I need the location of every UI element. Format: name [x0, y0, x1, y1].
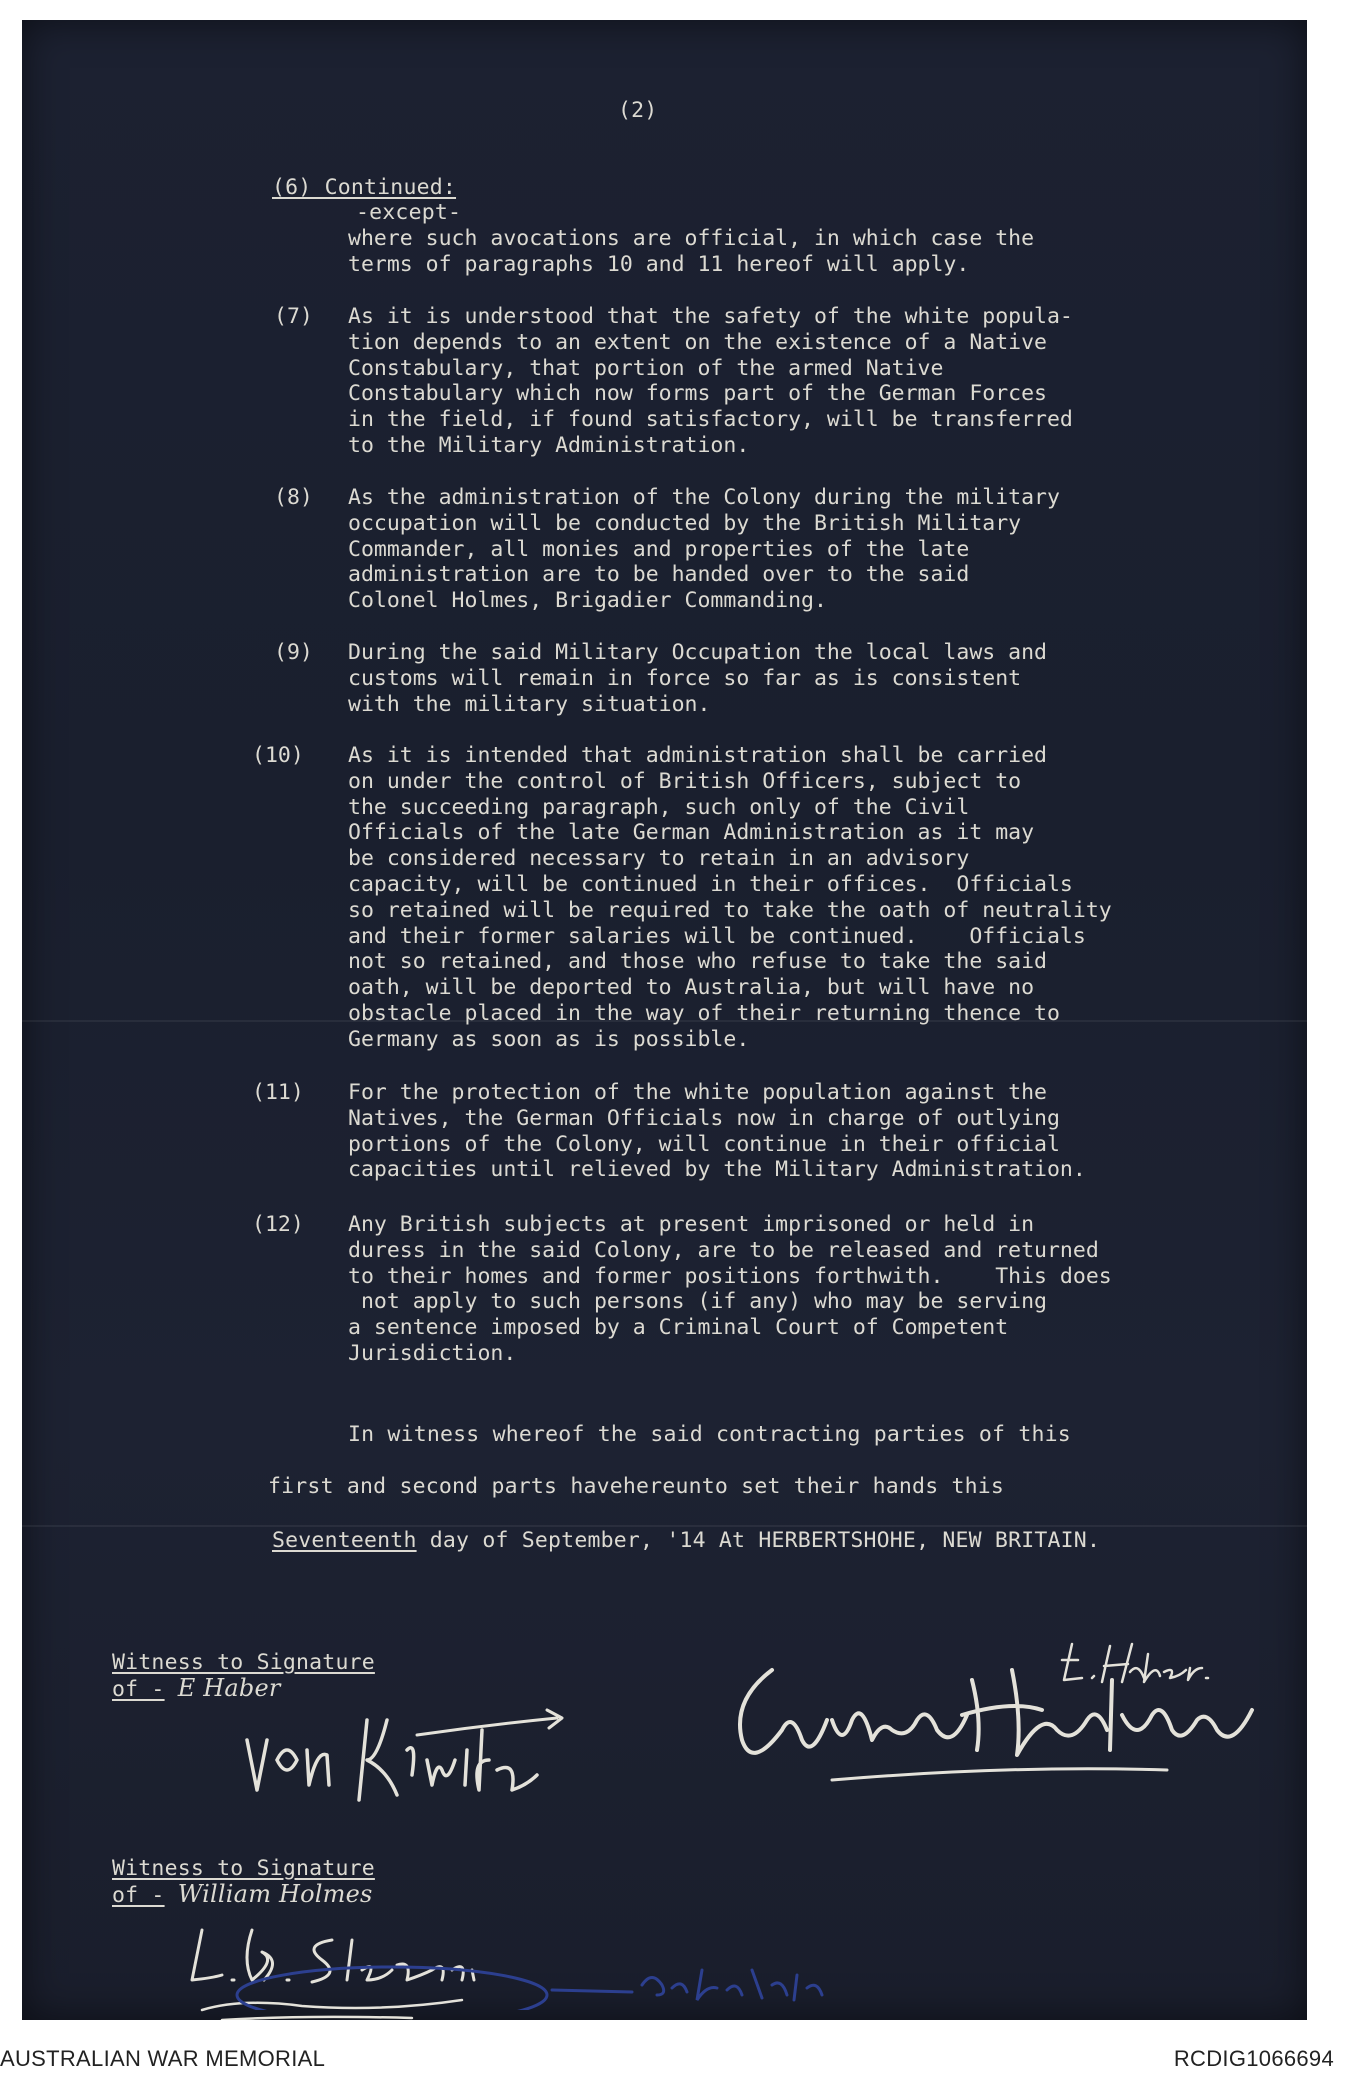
text-line: to their homes and former positions forthwith. This does [348, 1263, 1112, 1289]
text-line: Any British subjects at present imprisoned or held in [348, 1212, 1035, 1237]
paragraph-number: (10) [252, 743, 304, 768]
text-line: Constabulary, that portion of the armed Native [348, 355, 944, 381]
of-label: of - [112, 1677, 165, 1702]
blue-ink-annotation [162, 1900, 842, 2010]
text-line: not apply to such persons (if any) who may be serving [348, 1289, 1047, 1315]
paragraph-number: (7) [274, 304, 313, 329]
witness-clause-line-2: first and second parts havehereunto set their hands this [268, 1474, 1005, 1499]
document-sheet [22, 20, 1307, 2020]
text-line: capacities until relieved by the Military Administration. [348, 1157, 1086, 1183]
witness-clause-line-3 [272, 1528, 1100, 1554]
text-line: obstacle placed in the way of their returning thence to [348, 1000, 1060, 1026]
text-line: occupation will be conducted by the British Military [348, 510, 1022, 536]
text-line: Officials of the late German Administration as it may [348, 820, 1035, 846]
paragraph-8 [348, 485, 1060, 614]
text-line: on under the control of British Officers, subject to [348, 768, 1022, 794]
text-line: Germany as soon as is possible. [348, 1026, 750, 1052]
text-line: duress in the said Colony, are to be released and returned [348, 1237, 1099, 1263]
text-line: portions of the Colony, will continue in their official [348, 1131, 1060, 1157]
text-line: During the said Military Occupation the local laws and [348, 640, 1047, 665]
text-line: not so retained, and those who refuse to take the said [348, 949, 1047, 975]
paper-fold [22, 1525, 1307, 1527]
signature-holmes [712, 1660, 1292, 1800]
witness-label: Witness to Signature [112, 1650, 375, 1675]
paragraph-7 [348, 304, 1073, 459]
text-line: administration are to be handed over to the said [348, 562, 970, 588]
text-line: a sentence imposed by a Criminal Court of Competent [348, 1315, 1009, 1341]
footer-credit: AUSTRALIAN WAR MEMORIAL [0, 2046, 326, 2071]
text-line: with the military situation. [348, 691, 711, 717]
continued-text [348, 226, 1034, 278]
paragraph-12 [348, 1212, 1112, 1367]
text-line: For the protection of the white population against the [348, 1080, 1047, 1105]
text-line: oath, will be deported to Australia, but will have no [348, 975, 1035, 1001]
text-line: Commander, all monies and properties of the late [348, 536, 970, 562]
text-line: Natives, the German Officials now in charge of outlying [348, 1105, 1060, 1131]
text-line: Colonel Holmes, Brigadier Commanding. [348, 588, 827, 614]
handwritten-witness-name: William Holmes [177, 1880, 373, 1908]
witness-label: Witness to Signature [112, 1856, 375, 1881]
paragraph-number: (11) [252, 1080, 304, 1105]
paragraph-number: (9) [274, 640, 313, 665]
date-day: Seventeenth [272, 1528, 417, 1553]
text-line: and their former salaries will be continued. Officials [348, 923, 1086, 949]
handwritten-witness-name: E Haber [177, 1674, 281, 1702]
text-line: As it is understood that the safety of the white popula- [348, 304, 1073, 329]
date-rest: day of September, '14 At HERBERTSHOHE, NEW BRITAIN. [416, 1528, 1101, 1553]
text-line: As the administration of the Colony during the military [348, 485, 1060, 510]
text-line: the succeeding paragraph, such only of the Civil [348, 794, 970, 820]
paragraph-10 [348, 743, 1112, 1053]
footer-id: RCDIG1066694 [1173, 2046, 1334, 2071]
text-line: be considered necessary to retain in an advisory [348, 846, 970, 872]
text-line: tion depends to an extent on the existence of a Native [348, 329, 1047, 355]
paragraph-number: (8) [274, 485, 313, 510]
except-label: -except- [356, 200, 462, 225]
text-line: in the field, if found satisfactory, will be transferred [348, 407, 1073, 433]
text-line: capacity, will be continued in their offices. Officials [348, 871, 1073, 897]
section-heading: (6) Continued: [272, 175, 457, 200]
witness-clause-line-1: In witness whereof the said contracting parties of this [348, 1422, 1071, 1447]
text-line: where such avocations are official, in which case the [348, 226, 1035, 251]
text-line: to the Military Administration. [348, 432, 750, 458]
paragraph-number: (12) [252, 1212, 304, 1237]
text-line: Jurisdiction. [348, 1340, 517, 1366]
text-line: terms of paragraphs 10 and 11 hereof will apply. [348, 251, 970, 277]
page-number: (2) [618, 98, 658, 123]
text-line: so retained will be required to take the oath of neutrality [348, 897, 1112, 923]
signature-von-klewitz [227, 1680, 607, 1830]
text-line: As it is intended that administration shall be carried [348, 743, 1047, 768]
text-line: Constabulary which now forms part of the German Forces [348, 381, 1047, 407]
text-line: customs will remain in force so far as is consistent [348, 665, 1022, 691]
paragraph-9 [348, 640, 1047, 717]
of-label: of - [112, 1883, 165, 1908]
paragraph-11 [348, 1080, 1086, 1183]
